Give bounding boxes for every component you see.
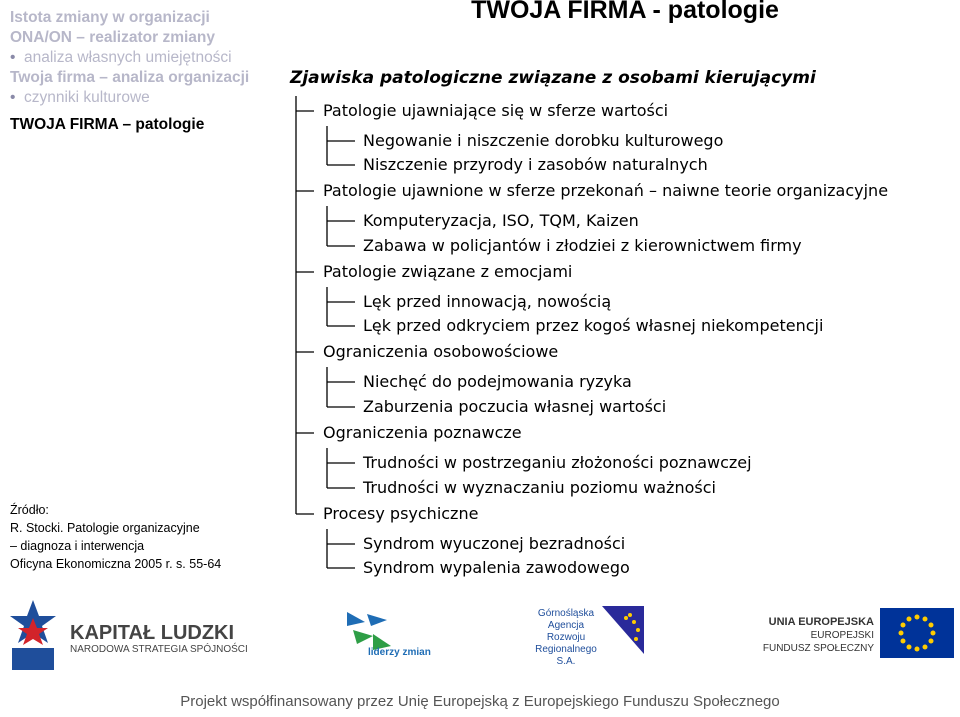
sidebar-item-kulturowe[interactable] [10,88,270,108]
tree-item: Lęk przed odkryciem przez kogoś własnej niekompetencji [363,316,824,335]
kapital-ludzki-title: KAPITAŁ LUDZKI [70,622,235,644]
page-title: TWOJA FIRMA - patologie [471,0,779,24]
tree-item: Zaburzenia poczucia własnej wartości [363,397,667,416]
tree-group-emocje: Patologie związane z emocjami [323,262,573,281]
tree-item: Zabawa w policjantów i złodziei z kierownictwem firmy [363,236,802,255]
source-line: Oficyna Ekonomiczna 2005 r. s. 55-64 [10,557,222,571]
agencja-line: Agencja Rozwoju [546,620,586,643]
tree-group-osobowosciowe: Ograniczenia osobowościowe [323,342,559,361]
agencja-rozwoju-text [530,608,602,667]
tree-item: Niechęć do podejmowania ryzyka [363,372,632,391]
sidebar-item-istota[interactable]: Istota zmiany w organizacji [10,9,210,26]
sidebar-item-active[interactable]: TWOJA FIRMA – patologie [10,116,205,133]
sidebar-item-twoja-firma[interactable]: Twoja firma – analiza organizacji [10,69,250,86]
tree-group-przekonan: Patologie ujawnione w sferze przekonań – naiwne teorie organizacyjne [323,181,889,200]
footer-logos [0,596,960,676]
tree-item: Negowanie i niszczenie dorobku kulturowego [363,131,724,150]
liderzy-zmian-text: liderzy zmian [368,647,431,658]
ue-line: FUNDUSZ SPOŁECZNY [762,643,874,654]
tree-item: Trudności w wyznaczaniu poziomu ważności [363,478,716,497]
eu-flag-icon [880,608,954,658]
agencja-rozwoju-logo-icon [602,606,644,654]
tree-group-poznawcze: Ograniczenia poznawcze [323,423,522,442]
source-line: R. Stocki. Patologie organizacyjne [10,521,200,535]
unia-europejska-text [760,616,874,655]
tree-item: Komputeryzacja, ISO, TQM, Kaizen [363,211,639,230]
sidebar-nav [10,8,270,134]
tree-item: Syndrom wypalenia zawodowego [363,558,630,577]
sidebar-item-label: analiza własnych umiejętności [24,49,232,66]
tree-item: Lęk przed innowacją, nowością [363,292,612,311]
ue-line: UNIA EUROPEJSKA [768,616,874,628]
ue-line: EUROPEJSKI [810,630,874,641]
sidebar-item-umiejetnosci[interactable] [10,48,270,68]
bullet-icon: • [10,49,16,66]
source-label: Źródło: [10,503,49,517]
agencja-line: Górnośląska [537,608,595,619]
tree-item: Niszczenie przyrody i zasobów naturalnych [363,155,708,174]
sidebar-item-realizator[interactable]: ONA/ON – realizator zmiany [10,29,216,46]
source-line: – diagnoza i interwencja [10,539,145,553]
bullet-icon: • [10,89,16,106]
tree-group-wartosci: Patologie ujawniające się w sferze wartości [323,101,669,120]
tree-item: Syndrom wyuczonej bezradności [363,534,626,553]
sidebar-item-label: czynniki kulturowe [24,89,150,106]
tree-group-procesy: Procesy psychiczne [323,504,479,523]
kapital-ludzki-logo-icon [6,598,60,674]
kapital-ludzki-subtitle: NARODOWA STRATEGIA SPÓJNOŚCI [70,644,248,655]
section-title: Zjawiska patologiczne związane z osobami kierującymi [290,68,816,88]
tree-item: Trudności w postrzeganiu złożoności poznawczej [363,453,752,472]
source-note [10,501,221,573]
agencja-line: Regionalnego S.A. [535,644,597,667]
project-footer-text: Projekt współfinansowany przez Unię Europejską z Europejskiego Funduszu Społecznego [180,693,780,710]
